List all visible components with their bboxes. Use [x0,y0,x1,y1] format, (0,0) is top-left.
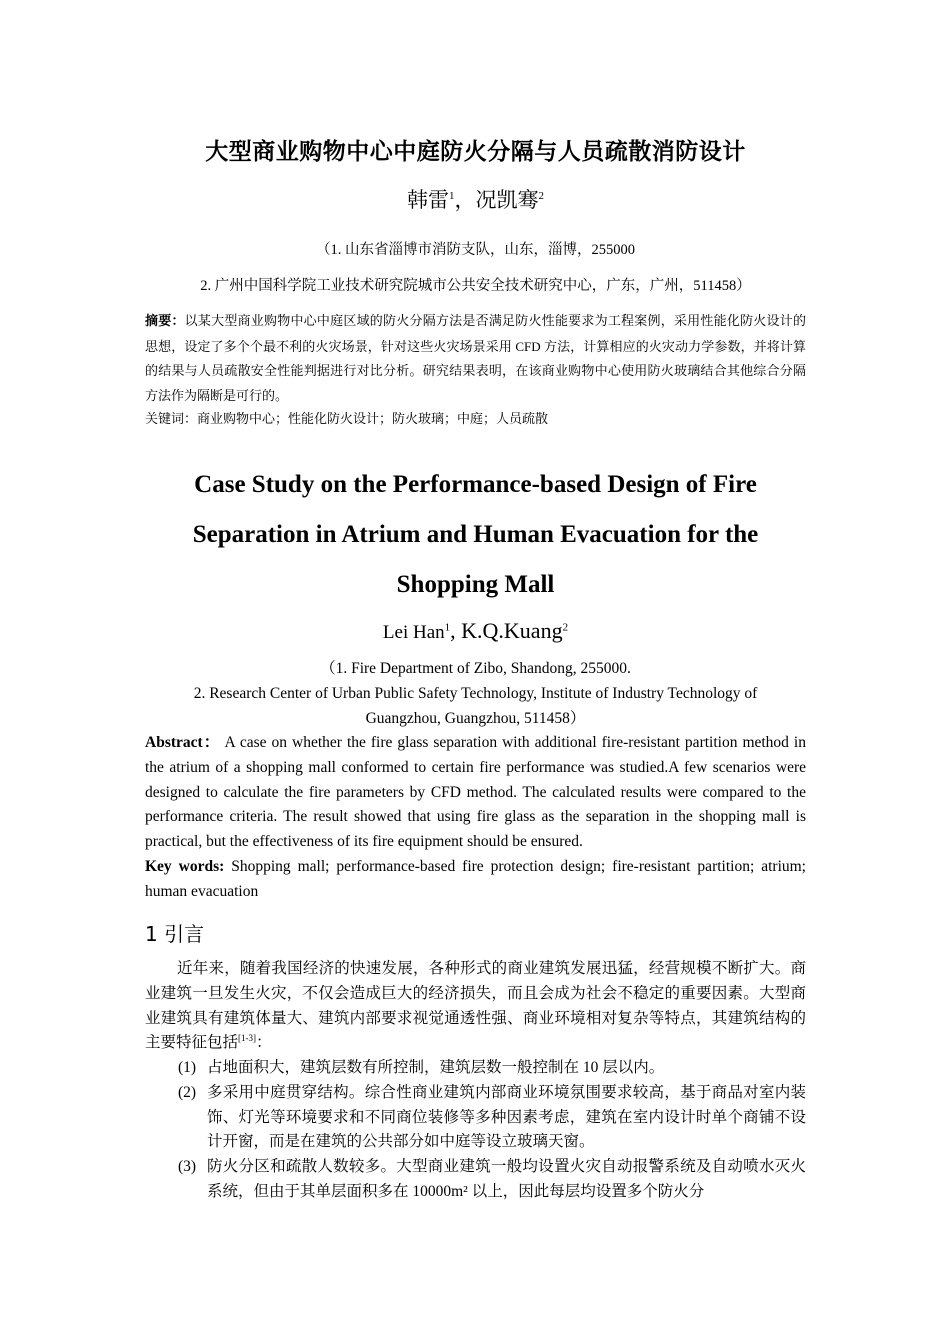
list-item-text: 占地面积大，建筑层数有所控制，建筑层数一般控制在 10 层以内。 [207,1059,665,1076]
chinese-title: 大型商业购物中心中庭防火分隔与人员疏散消防设计 [205,139,746,165]
en-abstract-label: Abstract： [145,734,221,751]
section-heading: 1 引言 [145,922,205,946]
english-title [145,460,806,610]
en-abstract-text: A case on whether the fire glass separation with additional fire-resistant partition method in the atrium of a shopping mall conformed to certain fire performance was studied.A few scenarios were designed to calculate the fire parameters by CFD method. The calculated results were compared to the performance criteria. The result showed that using fire glass as the separation in the shopping mall is practical, but the effectiveness of its fire equipment should be ensured. [145,734,806,851]
feature-list [145,1056,806,1205]
cn-author-2: 况凯骞 [475,188,539,212]
en-author-2: K.Q.Kuang [461,618,563,643]
cn-author-1-sup: 1 [449,190,455,202]
cn-affiliation-2: 2. 广州中国科学院工业技术研究院城市公共安全技术研究中心，广东，广州，511458） [200,278,751,294]
cn-affiliation-1: （1. 山东省淄博市消防支队，山东，淄博，255000 [316,242,635,258]
en-affiliation-2: 2. Research Center of Urban Public Safety Technology, Institute of Industry Technology of [193,685,758,702]
intro-paragraph [145,957,806,1056]
en-keywords-label: Key words: [145,857,225,875]
english-affiliations [145,656,806,731]
cn-abstract-text: 以某大型商业购物中心中庭区域的防火分隔方法是否满足防火性能要求为工程案例，采用性能化防火设计的思想，设定了多个个最不利的火灾场景，针对这些火灾场景采用 CFD 方法，计算相应的火灾动力学参数，并将计算的结果与人员疏散安全性能判据进行对比分析。研究结果表明，在该商业购物中心使用防火玻璃结合其他综合分隔方法作为隔断是可行的。 [145,313,806,403]
list-item-number: (1) [178,1059,197,1076]
en-keywords-block [145,855,806,905]
cn-author-1: 韩雷 [407,188,449,212]
en-title-line-2: Separation in Atrium and Human Evacuation for the [192,521,759,548]
cn-author-2-sup: 2 [538,190,544,202]
en-author-1-sup: 1 [444,621,451,634]
en-affiliation-3: Guangzhou, Guangzhou, 511458） [365,710,586,727]
intro-citation: [1-3] [238,1033,257,1044]
en-keywords-text: Shopping mall; performance-based fire protection design; fire-resistant partition; atrium; human evacuation [145,857,806,900]
cn-abstract-label: 摘要： [145,314,185,329]
chinese-keywords: 关键词：商业购物中心；性能化防火设计；防火玻璃；中庭；人员疏散 [145,411,549,426]
list-item-number: (3) [178,1158,197,1176]
list-item-text: 防火分区和疏散人数较多。大型商业建筑一般均设置火灾自动报警系统及自动喷水灭火系统，但由于其单层面积多在 10000m² 以上，因此每层均设置多个防火分 [207,1158,806,1200]
list-item [145,1155,806,1205]
list-item-number: (2) [178,1083,197,1101]
list-item-text: 多采用中庭贯穿结构。综合性商业建筑内部商业环境氛围要求较高，基于商品对室内装饰、灯光等环境要求和不同商位装修等多种因素考虑，建筑在室内设计时单个商铺不设计开窗，而是在建筑的公共部分如中庭等设立玻璃天窗。 [207,1083,806,1151]
chinese-abstract [145,309,806,408]
en-abstract-block [145,731,806,855]
en-author-2-sup: 2 [562,621,569,634]
english-authors [145,618,806,644]
en-author-1: Lei Han [382,622,445,643]
chinese-authors [145,184,806,214]
en-author-sep: , [450,618,462,643]
list-item [145,1056,806,1081]
intro-text: 近年来，随着我国经济的快速发展，各种形式的商业建筑发展迅猛，经营规模不断扩大。商业建筑一旦发生火灾，不仅会造成巨大的经济损失，而且会成为社会不稳定的重要因素。大型商业建筑具有建筑体量大、建筑内部要求视觉通透性强、商业环境相对复杂等特点，其建筑结构的主要特征包括 [145,960,806,1052]
en-affiliation-1: （1. Fire Department of Zibo, Shandong, 255000. [320,660,631,677]
intro-end: ： [256,1034,272,1052]
en-title-line-1: Case Study on the Performance-based Design of Fire [194,471,757,498]
cn-author-sep: ， [454,188,476,212]
en-title-line-3: Shopping Mall [396,571,555,598]
list-item [145,1081,806,1155]
english-abstract [145,731,806,905]
